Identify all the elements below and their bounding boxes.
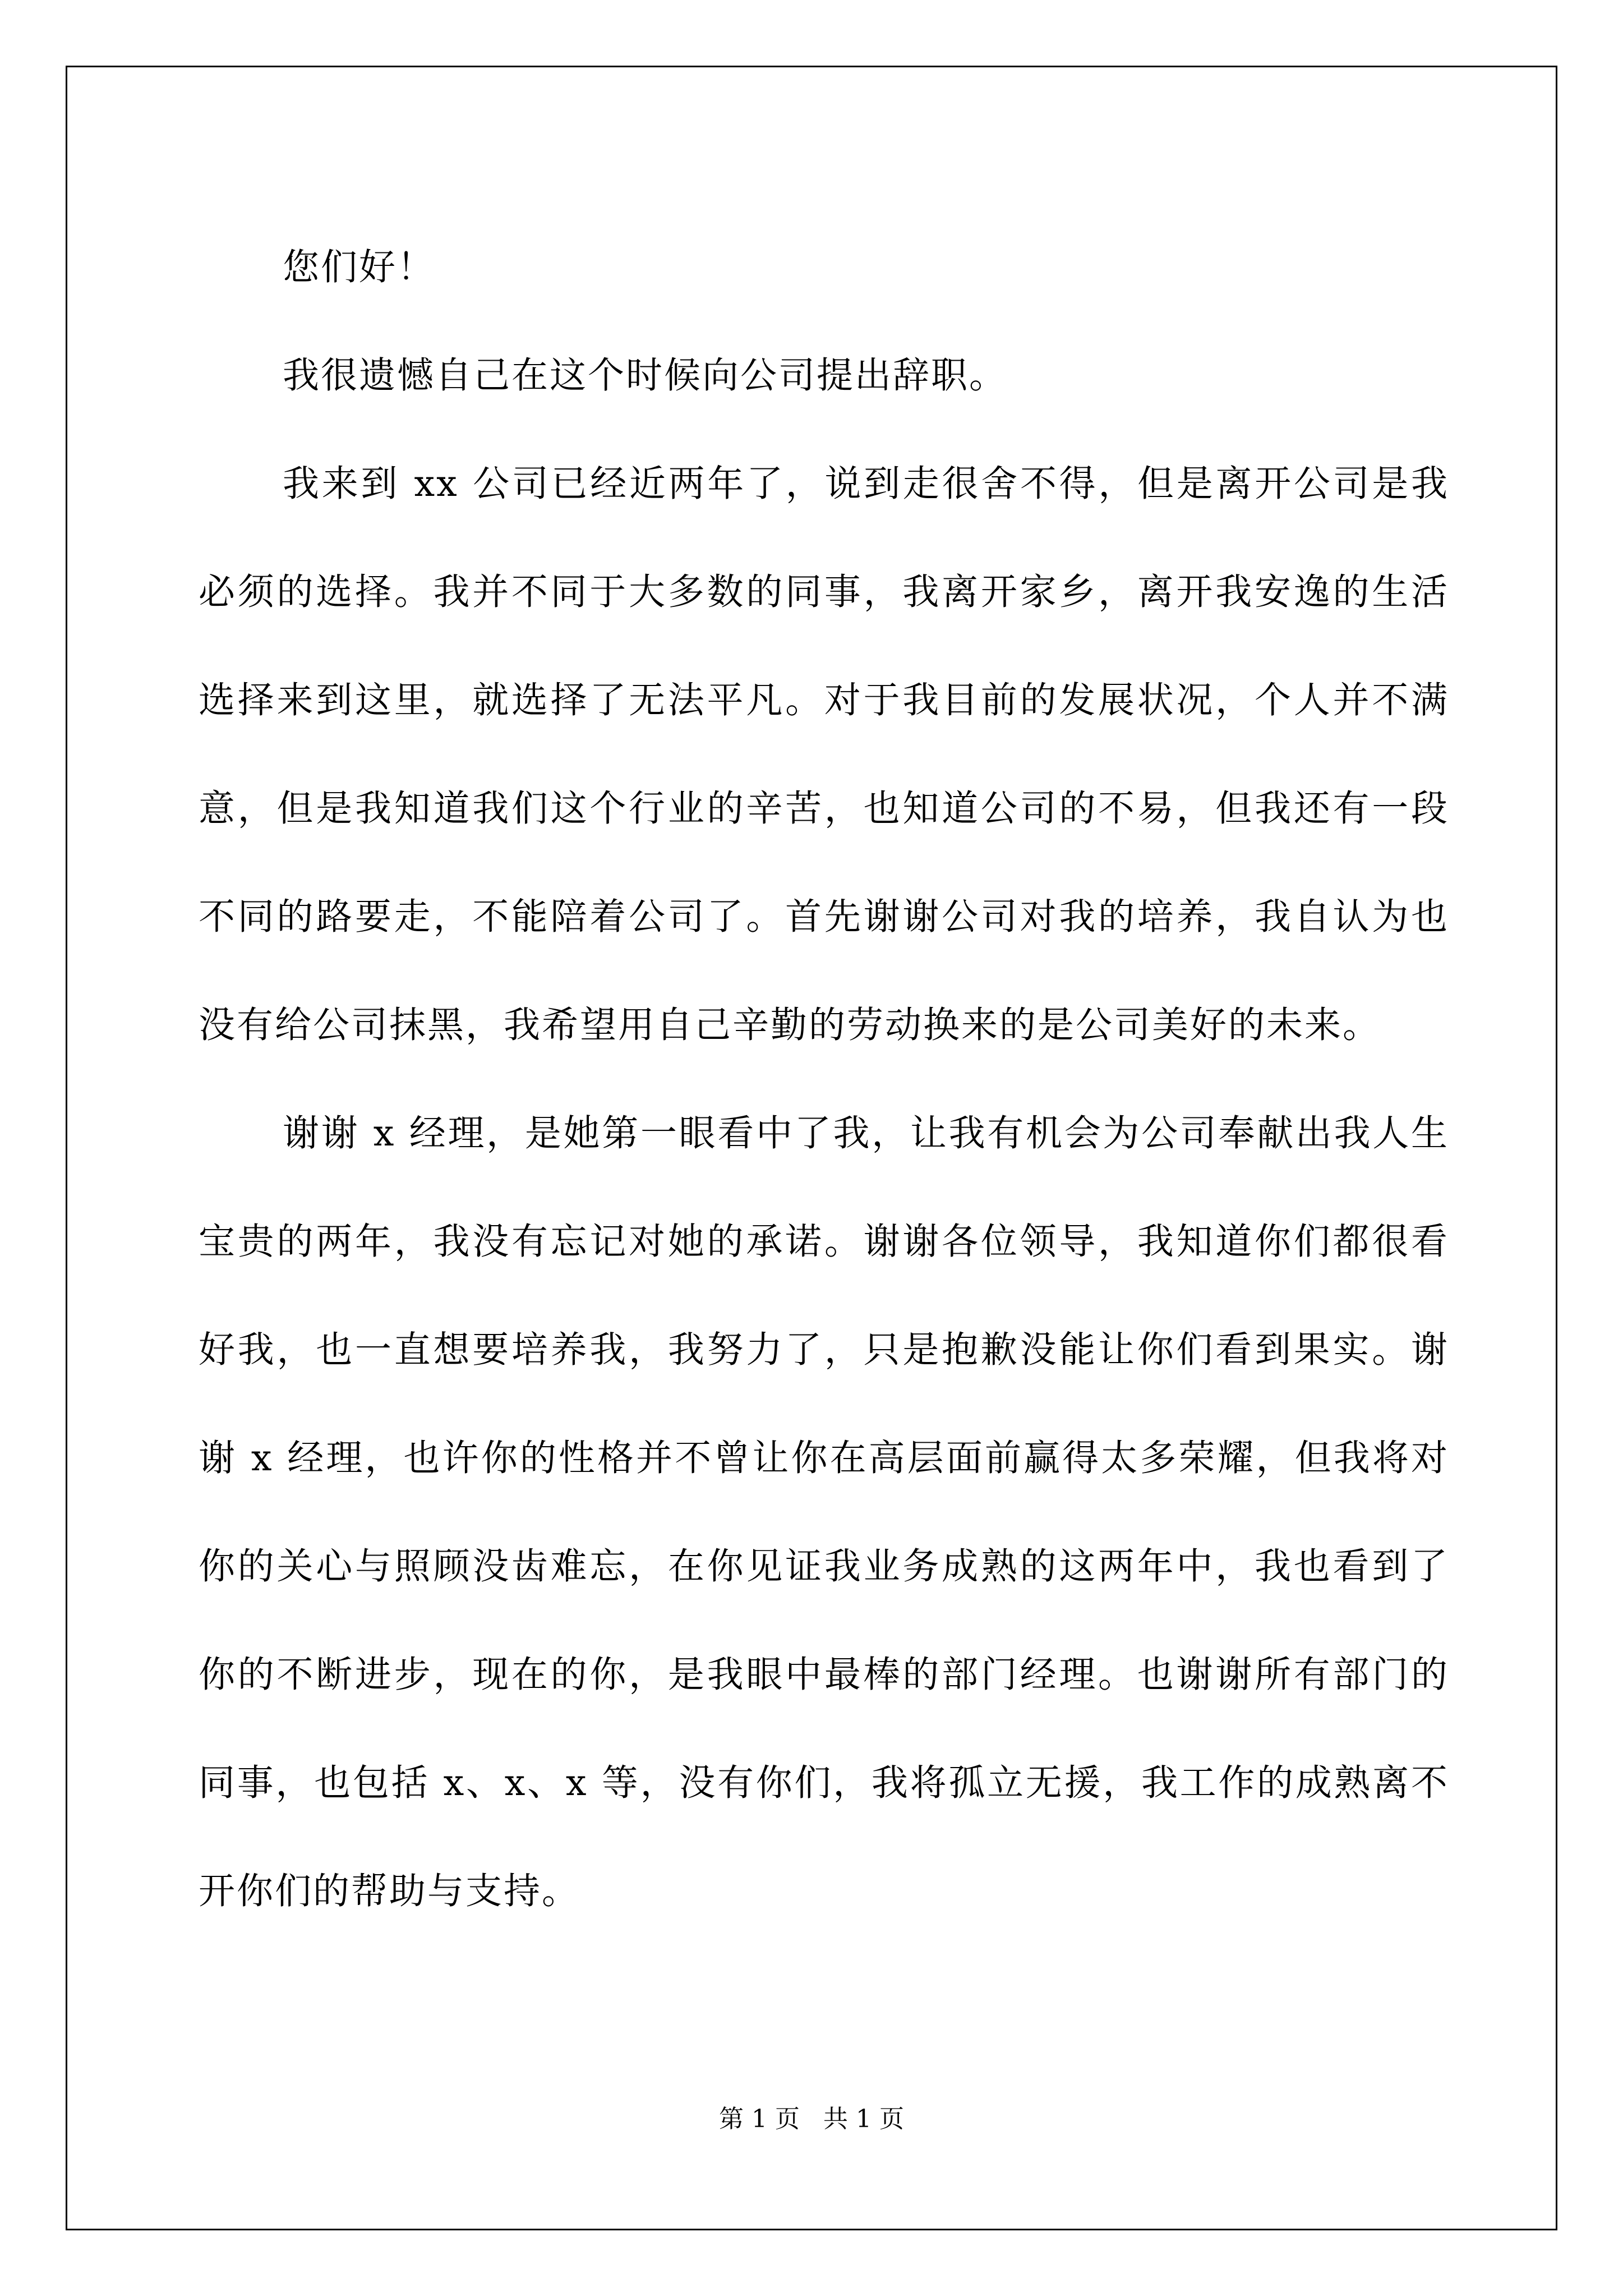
thanks-paragraph: 谢谢 x 经理，是她第一眼看中了我，让我有机会为公司奉献出我人生宝贵的两年，我没有忘记对她的承诺。谢谢各位领导，我知道你们都很看好我，也一直想要培养我，我努力了，只是抱歉没能让你们看到果实。谢谢 x 经理，也许你的性格并不曾让你在高层面前赢得太多荣耀，但我将对你的关心与照顾没齿难忘，在你见证我业务成熟的这两年中，我也看到了你的不断进步，现在的你，是我眼中最棒的部门经理。也谢谢所有部门的同事，也包括 x、x、x 等，没有你们，我将孤立无援，我工作的成熟离不开你们的帮助与支持。	[199, 1112, 1449, 1912]
reason-paragraph: 我来到 xx 公司已经近两年了，说到走很舍不得，但是离开公司是我必须的选择。我并不同于大多数的同事，我离开家乡，离开我安逸的生活选择来到这里，就选择了无法平凡。对于我目前的发展状况，个人并不满意，但是我知道我们这个行业的辛苦，也知道公司的不易，但我还有一段不同的路要走，不能陪着公司了。首先谢谢公司对我的培养，我自认为也没有给公司抹黑，我希望用自己辛勤的劳动换来的是公司美好的未来。	[199, 463, 1449, 1046]
letter-body	[199, 213, 1449, 1945]
page-number-total: 共 1 页	[823, 2105, 904, 2133]
page-footer	[0, 2102, 1623, 2136]
page-number-current: 第 1 页	[719, 2105, 800, 2133]
resignation-statement-paragraph: 我很遗憾自己在这个时候向公司提出辞职。	[283, 355, 1008, 397]
greeting-paragraph: 您们好！	[283, 246, 436, 288]
